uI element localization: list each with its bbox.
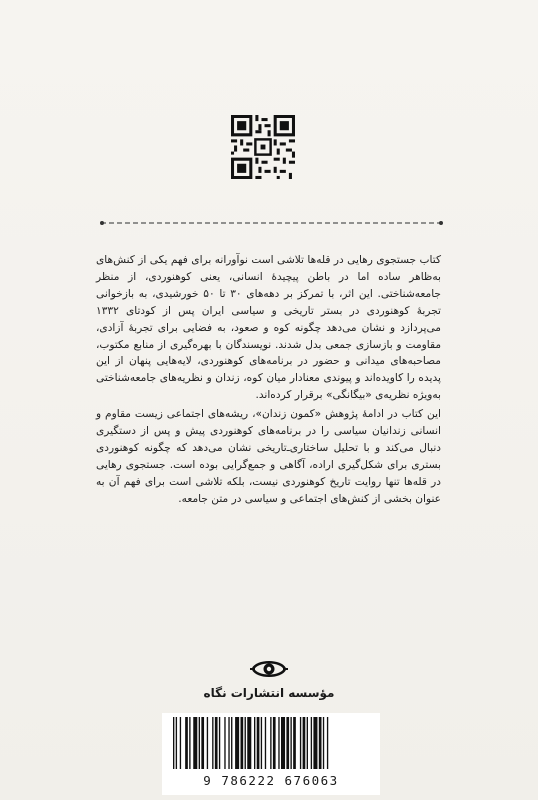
description-paragraph-1: کتاب جستجوی رهایی در قله‌ها تلاشی است نوآورانه برای فهم یکی از کنش‌های به‌ظاهر ساده اما در باطن پیچیدهٔ انسانی، یعنی کوهنوردی، از منظر جامعه‌شناختی. این اثر، با تمرکز بر دهه‌های ۳۰ تا ۵۰ خورشیدی، به بازخوانی تجربهٔ کوهنوردی در بستر تاریخی و سیاسی ایران پس از کودتای ۱۳۳۲ می‌پردازد و نشان می‌دهد چگونه کوه و صعود، به فضایی برای تجربهٔ آزادی، مقاومت و بازسازی جمعی بدل شدند. نویسندگان با بهره‌گیری از منابع مکتوب، مصاحبه‌های میدانی و حضور در برنامه‌های کوهنوردی، لایه‌هایی پنهان از این پدیده را کاویده‌اند و پیوندی معنادار میان کوه، زندان و نظریه‌های جامعه‌شناختی به‌ویژه نظریه‌ی «بیگانگی» برقرار کرده‌اند. <box>96 254 441 402</box>
publisher-name: مؤسسه انتشارات نگاه <box>203 686 335 700</box>
negah-publisher-logo-icon <box>249 655 289 683</box>
isbn-barcode-icon <box>173 717 369 769</box>
decorative-dotted-divider-icon <box>99 219 444 227</box>
isbn-number: 9 786222 676063 <box>203 773 339 788</box>
back-cover-description <box>96 252 441 510</box>
isbn-barcode <box>162 713 380 795</box>
description-paragraph-2: این کتاب در ادامهٔ پژوهش «کمون زندان»، ریشه‌های اجتماعی زیست مقاوم و انسانی زندانیان سیاسی را در برنامه‌های کوهنوردی پیش و پس از دستگیری دنبال می‌کند و با تحلیل ساختاری‌ـ‌تاریخی نشان می‌دهد که چگونه کوهنوردی بستری برای شکل‌گیری اراده، آگاهی و جمع‌گرایی بوده است. جستجوی رهایی در قله‌ها تنها روایت تاریخ کوهنوردی نیست، بلکه تلاشی است برای فهم آن به عنوان بخشی از کنش‌های اجتماعی و سیاسی در متن جامعه. <box>96 408 441 505</box>
qr-code-icon <box>231 115 295 179</box>
